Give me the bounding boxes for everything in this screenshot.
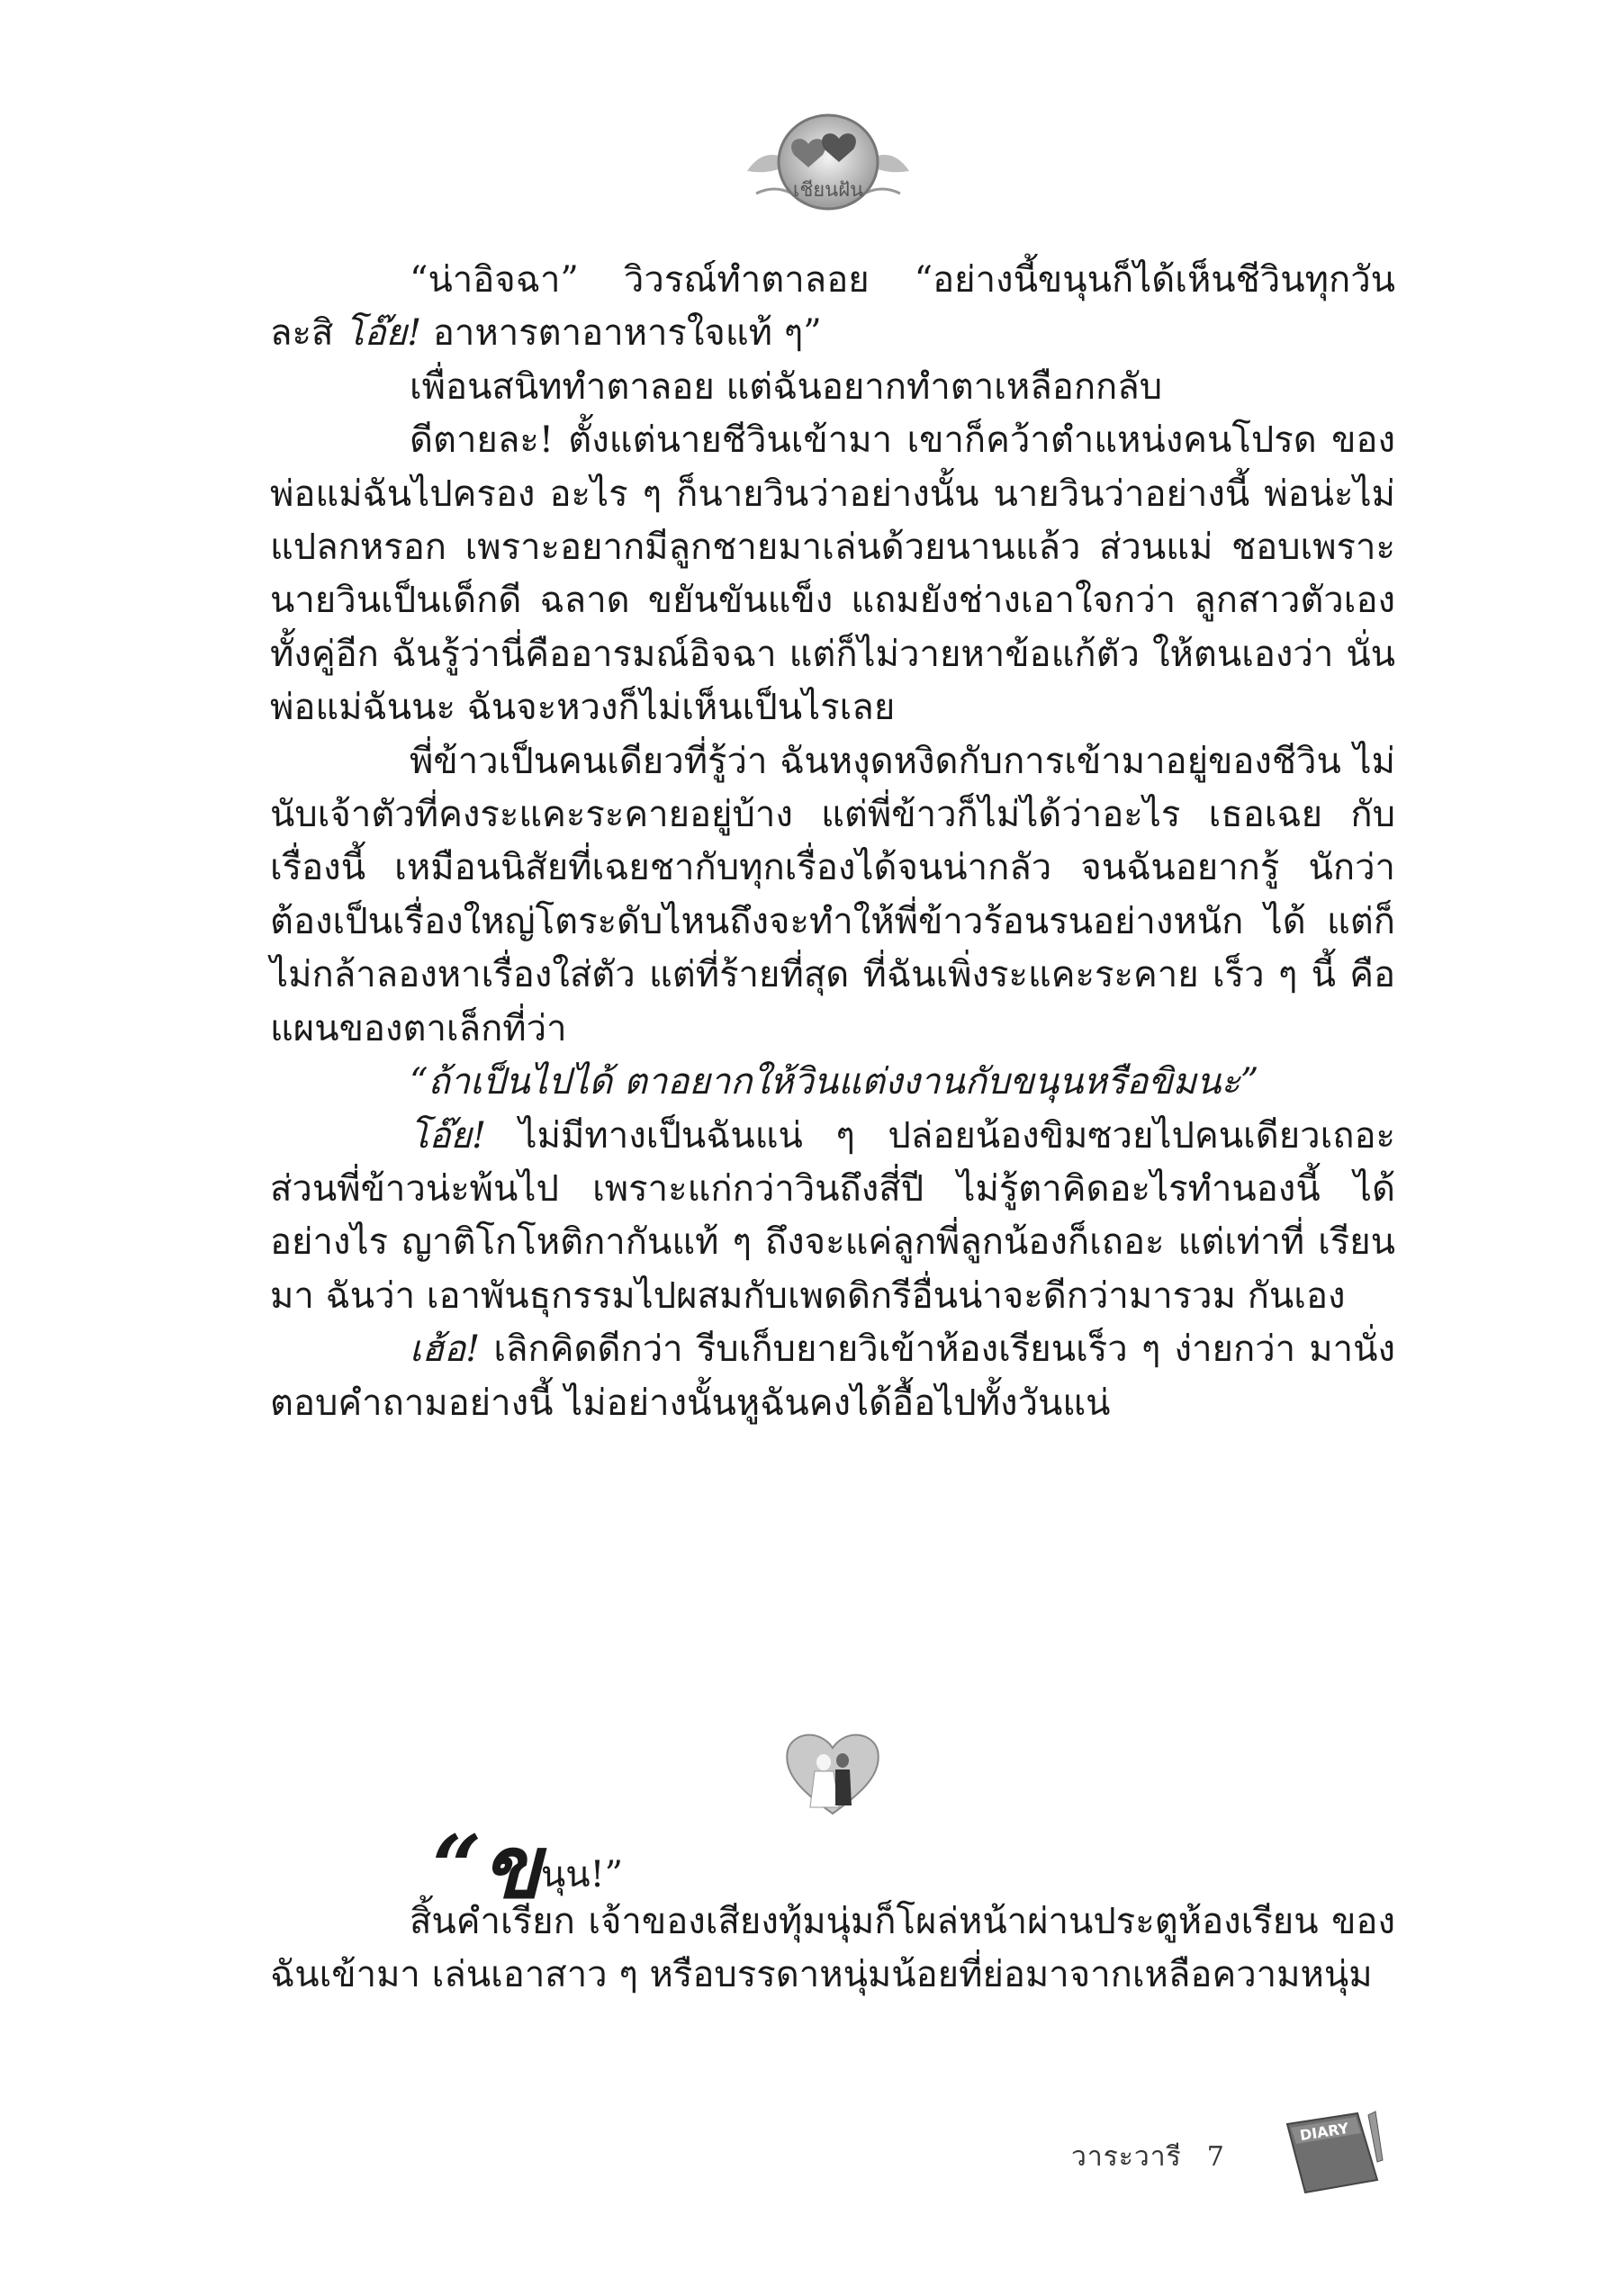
italic-text: โอ๊ย! <box>345 312 422 355</box>
text-segment: เพื่อนสนิททำตาลอย แต่ฉันอยากทำตาเหลือกกลับ <box>410 365 1163 408</box>
italic-text: โอ๊ย! <box>410 1114 487 1157</box>
paragraph <box>270 361 1395 414</box>
dropcap-letter: “ข <box>432 1816 541 1918</box>
paragraph <box>270 414 1395 734</box>
italic-text: เฮ้อ! <box>410 1328 481 1371</box>
paragraph <box>270 735 1395 1056</box>
page-number: 7 <box>1206 2141 1225 2173</box>
text-segment: อาหารตาอาหารใจแท้ ๆ” <box>421 312 822 355</box>
diary-book-icon <box>1278 2106 1386 2196</box>
paragraph <box>270 1323 1395 1430</box>
paragraph <box>270 1056 1395 1109</box>
dropcap-rest: นุน!” <box>540 1854 624 1895</box>
text-segment: สิ้นคำเรียก เจ้าของเสียงทุ้มนุ่มก็โผล่หน้าผ่านประตูห้องเรียน ของฉันเข้ามา เล่นเอาสาว ๆ หรือบรรดาหนุ่มน้อยที่ย่อมาจากเหลือความหนุ่ม <box>270 1901 1395 1996</box>
book-title: วาระวารี <box>1071 2141 1182 2173</box>
heart-ornament-logo <box>738 108 918 216</box>
paragraph <box>270 1110 1395 1324</box>
body-text <box>270 254 1395 1430</box>
paragraph <box>270 1895 1395 2003</box>
text-segment: พี่ข้าวเป็นคนเดียวที่รู้ว่า ฉันหงุดหงิดกับการเข้ามาอยู่ของชีวิน ไม่นับเจ้าตัวที่คงระแคะระคายอยู่บ้าง แต่พี่ข้าวก็ไม่ได้ว่าอะไร เธอเฉย กับเรื่องนี้ เหมือนนิสัยที่เฉยชากับทุกเรื่องได้จนน่ากลัว จนฉันอยากรู้ นักว่า ต้องเป็นเรื่องใหญ่โตระดับไหนถึงจะทำให้พี่ข้าวร้อนรนอย่างหนัก ได้ แต่ก็ไม่กล้าลองหาเรื่องใส่ตัว แต่ที่ร้ายที่สุด ที่ฉันเพิ่งระแคะระคาย เร็ว ๆ นี้ คือแผนของตาเล็กที่ว่า <box>270 740 1395 1049</box>
text-segment: ดีตายละ! ตั้งแต่นายชีวินเข้ามา เขาก็คว้าตำแหน่งคนโปรด ของพ่อแม่ฉันไปครอง อะไร ๆ ก็นายวินว่าอย่างนั้น นายวินว่าอย่างนี้ พ่อน่ะไม่แปลกหรอก เพราะอยากมีลูกชายมาเล่นด้วยนานแล้ว ส่วนแม่ ชอบเพราะนายวินเป็นเด็กดี ฉลาด ขยันขันแข็ง แถมยังช่างเอาใจกว่า ลูกสาวตัวเองทั้งคู่อีก ฉันรู้ว่านี่คืออารมณ์อิจฉา แต่ก็ไม่วายหาข้อแก้ตัว ให้ตนเองว่า นั่นพ่อแม่ฉันนะ ฉันจะหวงก็ไม่เห็นเป็นไรเลย <box>270 419 1395 729</box>
text-segment: ไม่มีทางเป็นฉันแน่ ๆ ปล่อยน้องขิมซวยไปคนเดียวเถอะ ส่วนพี่ข้าวน่ะพ้นไป เพราะแก่กว่าวินถึงสี่ปี ไม่รู้ตาคิดอะไรทำนองนี้ ได้อย่างไร ญาติโกโหติกากันแท้ ๆ ถึงจะแค่ลูกพี่ลูกน้องก็เถอะ แต่เท่าที่ เรียนมา ฉันว่า เอาพันธุกรรมไปผสมกับเพดดิกรีอื่นน่าจะดีกว่ามารวม กันเอง <box>270 1114 1395 1317</box>
body-text-continued <box>270 1895 1395 2003</box>
text-segment: “น่าอิจฉา” วิวรณ์ทำตาลอย “อย่างนี้ขนุนก็ได้เห็นชีวินทุกวัน ละสิ <box>270 259 1395 355</box>
text-segment: เลิกคิดดีกว่า รีบเก็บยายวิเข้าห้องเรียนเร็ว ๆ ง่ายกว่า มานั่งตอบคำถามอย่างนี้ ไม่อย่างนั้นหูฉันคงได้อื้อไปทั้งวันแน่ <box>270 1328 1395 1424</box>
logo-text: เชียนฝัน <box>792 179 864 202</box>
heart-couple-icon <box>783 1728 882 1818</box>
paragraph <box>270 254 1395 361</box>
italic-text: “ถ้าเป็นไปได้ ตาอยากให้วินแต่งงานกับขนุนหรือขิมนะ” <box>410 1061 1259 1103</box>
diary-label: DIARY <box>1298 2119 1350 2145</box>
page-footer <box>1071 2136 1225 2178</box>
